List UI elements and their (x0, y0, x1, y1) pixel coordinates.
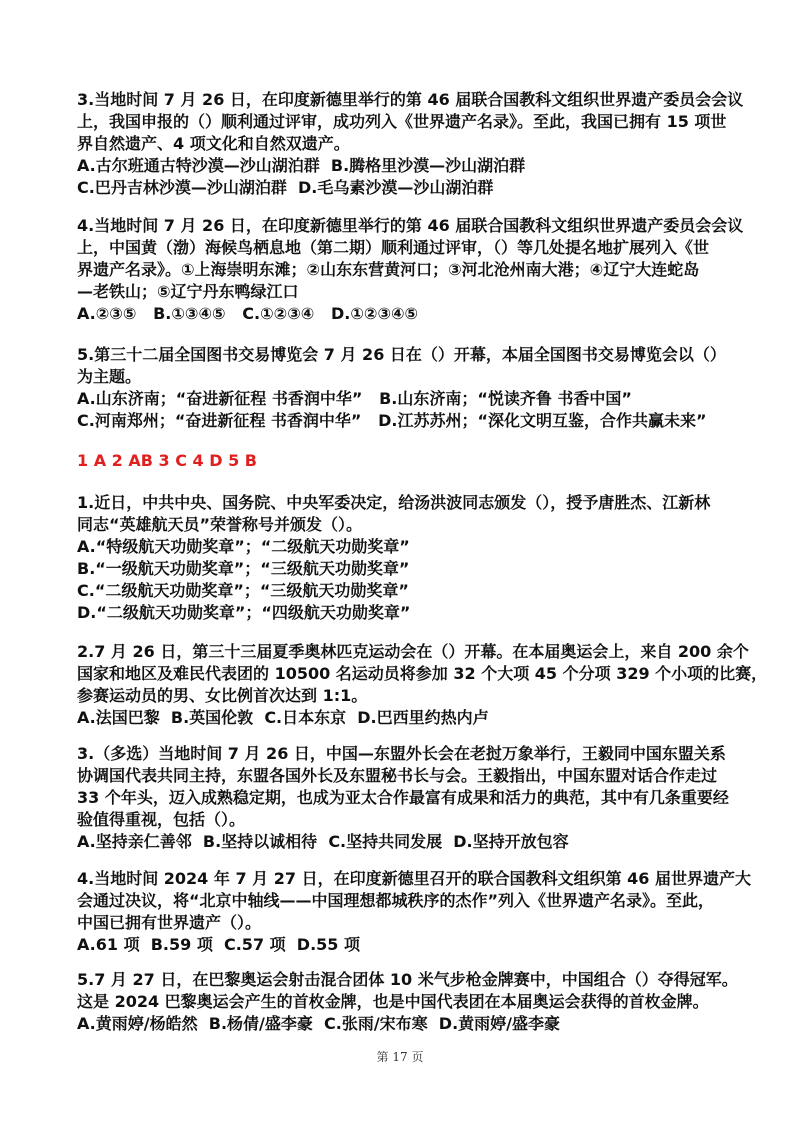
question-5-book-fair (77, 344, 737, 432)
options-line: B.“一级航天功勋奖章”；“三级航天功勋奖章” (77, 559, 410, 578)
options-line: A.黄雨婷/杨皓然 B.杨倩/盛李豪 C.张雨/宋布寒 D.黄雨婷/盛李豪 (77, 1014, 561, 1033)
question-line: 5.7 月 27 日，在巴黎奥运会射击混合团体 10 米气步枪金牌赛中，中国组合（）夺得冠军。 (77, 970, 738, 989)
question-line: 同志“英雄航天员”荣誉称号并颁发（）。 (77, 515, 363, 534)
question-line: 上，中国黄（渤）海候鸟栖息地（第二期）顺利通过评审，（）等几处提名地扩展列入《世 (77, 238, 710, 257)
options-line: A.“特级航天功勋奖章”；“二级航天功勋奖章” (77, 537, 410, 556)
options-line: A.法国巴黎 B.英国伦敦 C.日本东京 D.巴西里约热内卢 (77, 708, 489, 727)
question-line: 会通过决议，将“北京中轴线——中国理想都城秩序的杰作”列入《世界遗产名录》。至此， (77, 891, 715, 910)
options-line: C.巴丹吉林沙漠—沙山湖泊群 D.毛乌素沙漠—沙山湖泊群 (77, 178, 494, 197)
question-line: 这是 2024 巴黎奥运会产生的首枚金牌，也是中国代表团在本届奥运会获得的首枚金牌。 (77, 992, 709, 1011)
question-5-first-gold-medal (77, 969, 737, 1035)
question-line: 国家和地区及难民代表团的 10500 名运动员将参加 32 个大项 45 个分项 329 个小项的比赛， (77, 664, 768, 683)
question-1-space-medals (77, 492, 737, 624)
question-2-olympics-opening (77, 641, 768, 729)
question-line: 3.（多选）当地时间 7 月 26 日，中国—东盟外长会在老挝万象举行，王毅同中国东盟关系 (77, 744, 726, 763)
question-line: 验值得重视，包括（）。 (77, 810, 246, 829)
question-line: 33 个年头，迈入成熟稳定期，也成为亚太合作最富有成果和活力的典范，其中有几条重要经 (77, 788, 729, 807)
question-line: 协调国代表共同主持，东盟各国外长及东盟秘书长与会。王毅指出，中国东盟对话合作走过 (77, 766, 718, 785)
question-line: 5.第三十二届全国图书交易博览会 7 月 26 日在（）开幕，本届全国图书交易博览会以（） (77, 345, 726, 364)
options-line: C.河南郑州；“奋进新征程 书香润中华” D.江苏苏州；“深化文明互鉴，合作共赢未来” (77, 411, 707, 430)
question-4-beijing-central-axis (77, 868, 751, 956)
options-line: A.山东济南；“奋进新征程 书香润中华” B.山东济南；“悦读齐鲁 书香中国” (77, 389, 632, 408)
question-line: 为主题。 (77, 367, 142, 386)
question-line: 上，我国申报的（）顺利通过评审，成功列入《世界遗产名录》。至此，我国已拥有 15 项世 (77, 112, 727, 131)
question-3-china-asean (77, 743, 737, 853)
options-line: D.“二级航天功勋奖章”；“四级航天功勋奖章” (77, 603, 411, 622)
question-3-world-heritage-desert (77, 89, 744, 199)
question-line: —老铁山；⑤辽宁丹东鸭绿江口 (77, 282, 299, 301)
question-4-migratory-birds (77, 215, 744, 325)
question-line: 界自然遗产、4 项文化和自然双遗产。 (77, 134, 350, 153)
page-number: 第 17 页 (376, 1050, 424, 1064)
question-line: 4.当地时间 2024 年 7 月 27 日，在印度新德里召开的联合国教科文组织第 46 届世界遗产大 (77, 869, 751, 888)
options-line: C.“二级航天功勋奖章”；“三级航天功勋奖章” (77, 581, 409, 600)
question-line: 界遗产名录》。①上海崇明东滩；②山东东营黄河口；③河北沧州南大港；④辽宁大连蛇岛 (77, 260, 700, 279)
options-line: A.坚持亲仁善邻 B.坚持以诚相待 C.坚持共同发展 D.坚持开放包容 (77, 832, 569, 851)
question-line: 2.7 月 26 日，第三十三届夏季奥林匹克运动会在（）开幕。在本届奥运会上，来自 200 余个 (77, 642, 749, 661)
question-line: 1.近日，中共中央、国务院、中央军委决定，给汤洪波同志颁发（），授予唐胜杰、江新林 (77, 493, 711, 512)
question-line: 4.当地时间 7 月 26 日，在印度新德里举行的第 46 届联合国教科文组织世界遗产委员会会议 (77, 216, 744, 235)
options-line: A.古尔班通古特沙漠—沙山湖泊群 B.腾格里沙漠—沙山湖泊群 (77, 156, 526, 175)
question-line: 参赛运动员的男、女比例首次达到 1:1。 (77, 686, 368, 705)
question-line: 中国已拥有世界遗产（）。 (77, 913, 262, 932)
answer-key: 1 A 2 AB 3 C 4 D 5 B (77, 451, 257, 470)
question-line: 3.当地时间 7 月 26 日，在印度新德里举行的第 46 届联合国教科文组织世界遗产委员会会议 (77, 90, 744, 109)
options-line: A.②③⑤ B.①③④⑤ C.①②③④ D.①②③④⑤ (77, 304, 419, 323)
options-line: A.61 项 B.59 项 C.57 项 D.55 项 (77, 935, 360, 954)
